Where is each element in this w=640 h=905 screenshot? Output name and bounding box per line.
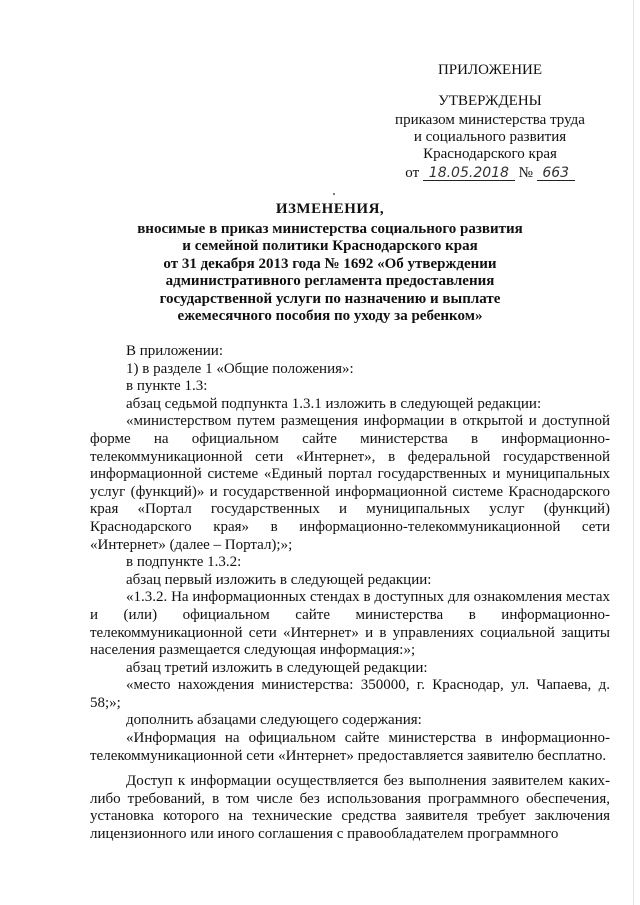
appendix-label: ПРИЛОЖЕНИЕ xyxy=(437,62,543,78)
paragraph: абзац седьмой подпункта 1.3.1 изложить в следующей редакции: xyxy=(126,395,542,412)
scan-dot xyxy=(333,193,335,195)
date-number-line xyxy=(360,165,620,182)
document-body xyxy=(90,343,610,844)
paragraph: в подпункте 1.3.2: xyxy=(126,554,242,571)
title-line: от 31 декабря 2013 года № 1692 «Об утверждении xyxy=(163,255,497,272)
approval-line: приказом министерства труда xyxy=(395,112,585,128)
paragraph: В приложении: xyxy=(126,343,223,359)
title-line: административного регламента предоставления xyxy=(165,273,495,289)
approval-line: и социального развития xyxy=(413,129,567,145)
title-line: вносимые в приказ министерства социального развития xyxy=(137,220,523,237)
title-line: ежемесячного пособия по уходу за ребенком» xyxy=(177,308,483,324)
date-prefix: от xyxy=(405,165,420,181)
paragraph: абзац третий изложить в следующей редакции: xyxy=(126,659,428,676)
paragraph: «министерством путем размещения информации в открытой и доступной форме на официальном сайте министерства в информационно-телекоммуникационной сети «Интернет», в федеральной государственной информационной системе «Единый портал государственных и муниципальных услуг (функций)» и государственной информационной системе Краснодарского края «Портал государственных и муниципальных услуг (функций) Краснодарского края» в информационно-телекоммуникационной сети «Интернет» (далее – Портал);»; xyxy=(90,413,610,553)
paragraph: «Информация на официальном сайте министерства в информационно-телекоммуникационной сети «Интернет» предоставляется заявителю бесплатно. xyxy=(90,730,610,764)
scan-edge xyxy=(633,0,634,905)
title-main: ИЗМЕНЕНИЯ, xyxy=(275,201,385,217)
approval-block xyxy=(360,62,620,182)
title-line: государственной услуги по назначению и выплате xyxy=(159,290,501,307)
handwritten-number: 663 xyxy=(537,166,575,181)
document-title xyxy=(110,201,550,326)
paragraph: в пункте 1.3: xyxy=(126,378,208,395)
approved-label: УТВЕРЖДЕНЫ xyxy=(438,93,542,109)
paragraph: 1) в разделе 1 «Общие положения»: xyxy=(126,360,354,377)
handwritten-date: 18.05.2018 xyxy=(423,166,515,181)
paragraph: абзац первый изложить в следующей редакции: xyxy=(126,571,432,588)
approval-line: Краснодарского края xyxy=(423,146,557,162)
paragraph: дополнить абзацами следующего содержания: xyxy=(126,712,422,729)
number-prefix: № xyxy=(518,165,533,181)
paragraph: «место нахождения министерства: 350000, г. Краснодар, ул. Чапаева, д. 58;»; xyxy=(90,677,610,711)
paragraph: «1.3.2. На информационных стендах в доступных для ознакомления местах и (или) официальном сайте министерства в информационно-телекоммуникационной сети «Интернет» и в управлениях социальной защиты населения размещается следующая информация:»; xyxy=(90,589,610,659)
title-line: и семейной политики Краснодарского края xyxy=(182,238,478,254)
paragraph: Доступ к информации осуществляется без выполнения заявителем каких-либо требований, в том числе без использования программного обеспечения, установка которого на технические средства заявителя требует заключения лицензионного или иного соглашения с правообладателем программного xyxy=(90,773,610,843)
